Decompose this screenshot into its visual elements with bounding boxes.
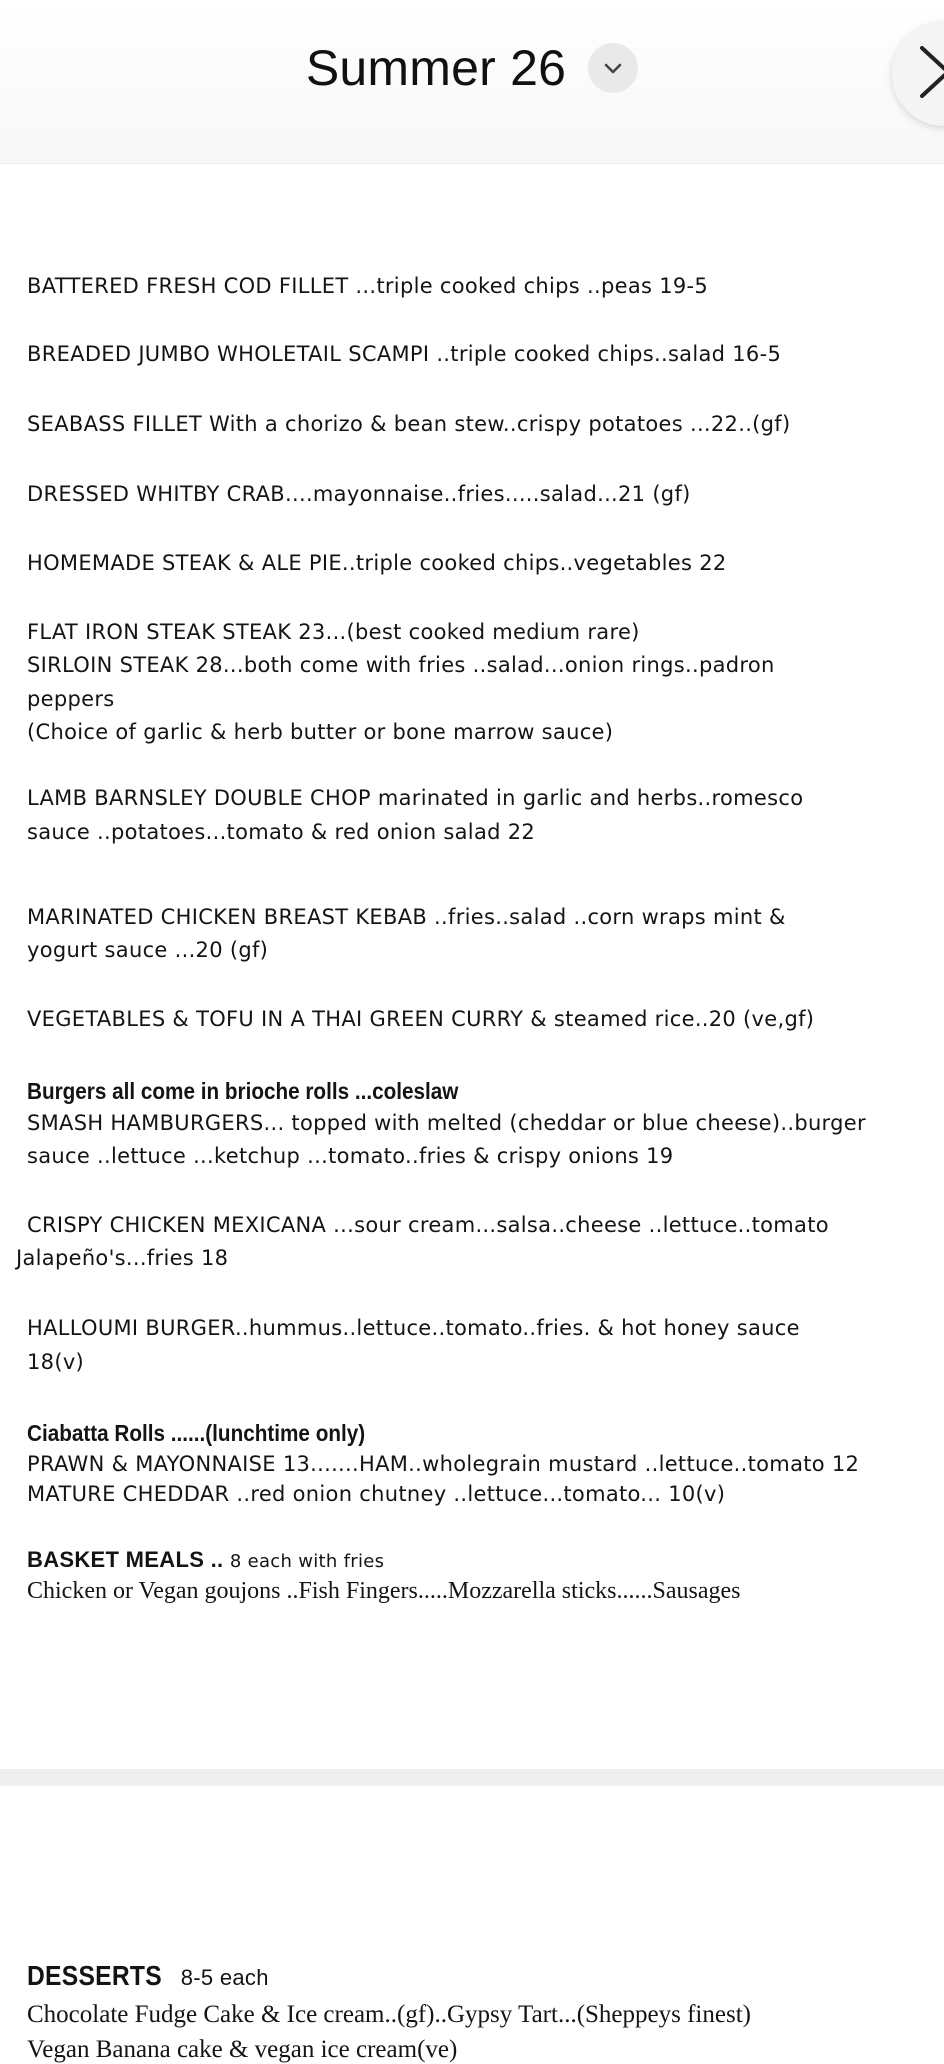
menu-item-steak-sauce: (Choice of garlic & herb butter or bone marrow sauce)	[27, 720, 614, 744]
menu-item-mexicana-cont: Jalapeño's...fries 18	[16, 1246, 229, 1270]
menu-item-sirloin: SIRLOIN STEAK 28...both come with fries ..salad...onion rings..padron	[27, 653, 775, 677]
page-separator	[0, 1769, 944, 1786]
section-heading-basket	[27, 1547, 384, 1573]
section-heading-burgers: Burgers all come in brioche rolls ...coleslaw	[27, 1078, 459, 1104]
menu-item-crab: DRESSED WHITBY CRAB....mayonnaise..fries.....salad...21 (gf)	[27, 482, 691, 506]
menu-item-seabass: SEABASS FILLET With a chorizo & bean stew..crispy potatoes ...22..(gf)	[27, 412, 791, 436]
desserts-page	[0, 1786, 944, 2063]
menu-item-halloumi-cont: 18(v)	[27, 1350, 85, 1374]
desserts-price: 8-5 each	[174, 1965, 269, 1990]
top-bar	[0, 0, 944, 164]
menu-item-pie: HOMEMADE STEAK & ALE PIE..triple cooked chips..vegetables 22	[27, 551, 727, 575]
menu-item-sirloin-cont: peppers	[27, 687, 115, 711]
desserts-heading-row	[27, 1960, 269, 1992]
menu-item-basket-options: Chicken or Vegan goujons ..Fish Fingers.....Mozzarella sticks......Sausages	[27, 1578, 741, 1604]
menu-item-smash: SMASH HAMBURGERS... topped with melted (cheddar or blue cheese)..burger	[27, 1111, 866, 1135]
menu-item-lamb: LAMB BARNSLEY DOUBLE CHOP marinated in garlic and herbs..romesco	[27, 786, 804, 810]
menu-item-mexicana: CRISPY CHICKEN MEXICANA ...sour cream...salsa..cheese ..lettuce..tomato	[27, 1213, 829, 1237]
menu-item-cod: BATTERED FRESH COD FILLET ...triple cooked chips ..peas 19-5	[27, 274, 709, 298]
menu-title[interactable]: Summer 26	[305, 40, 567, 96]
chevron-down-icon[interactable]	[588, 43, 638, 93]
dessert-line-1: Chocolate Fudge Cake & Ice cream..(gf)..Gypsy Tart...(Sheppeys finest)	[27, 2001, 751, 2028]
close-icon	[920, 46, 944, 102]
menu-item-scampi: BREADED JUMBO WHOLETAIL SCAMPI ..triple cooked chips..salad 16-5	[27, 342, 782, 366]
dessert-line-2: Vegan Banana cake & vegan ice cream(ve)	[27, 2036, 458, 2063]
menu-item-halloumi: HALLOUMI BURGER..hummus..lettuce..tomato..fries. & hot honey sauce	[27, 1316, 800, 1340]
menu-page	[0, 164, 944, 1769]
title-group[interactable]	[0, 38, 944, 98]
menu-item-prawn-ham: PRAWN & MAYONNAISE 13.......HAM..wholegrain mustard ..lettuce..tomato 12	[27, 1452, 860, 1476]
menu-item-smash-cont: sauce ..lettuce ...ketchup ...tomato..fries & crispy onions 19	[27, 1144, 674, 1168]
menu-item-cheddar: MATURE CHEDDAR ..red onion chutney ..lettuce...tomato... 10(v)	[27, 1482, 726, 1506]
menu-item-kebab: MARINATED CHICKEN BREAST KEBAB ..fries..salad ..corn wraps mint &	[27, 905, 786, 929]
desserts-heading: DESSERTS	[27, 1960, 162, 1991]
menu-item-curry: VEGETABLES & TOFU IN A THAI GREEN CURRY & steamed rice..20 (ve,gf)	[27, 1007, 815, 1031]
menu-item-flat-iron: FLAT IRON STEAK STEAK 23...(best cooked medium rare)	[27, 620, 640, 644]
menu-item-kebab-cont: yogurt sauce ...20 (gf)	[27, 938, 269, 962]
section-heading-ciabatta: Ciabatta Rolls ......(lunchtime only)	[27, 1420, 366, 1446]
basket-heading: BASKET MEALS ..	[27, 1547, 230, 1572]
basket-price: 8 each with fries	[229, 1551, 385, 1572]
menu-item-lamb-cont: sauce ..potatoes...tomato & red onion salad 22	[27, 820, 536, 844]
